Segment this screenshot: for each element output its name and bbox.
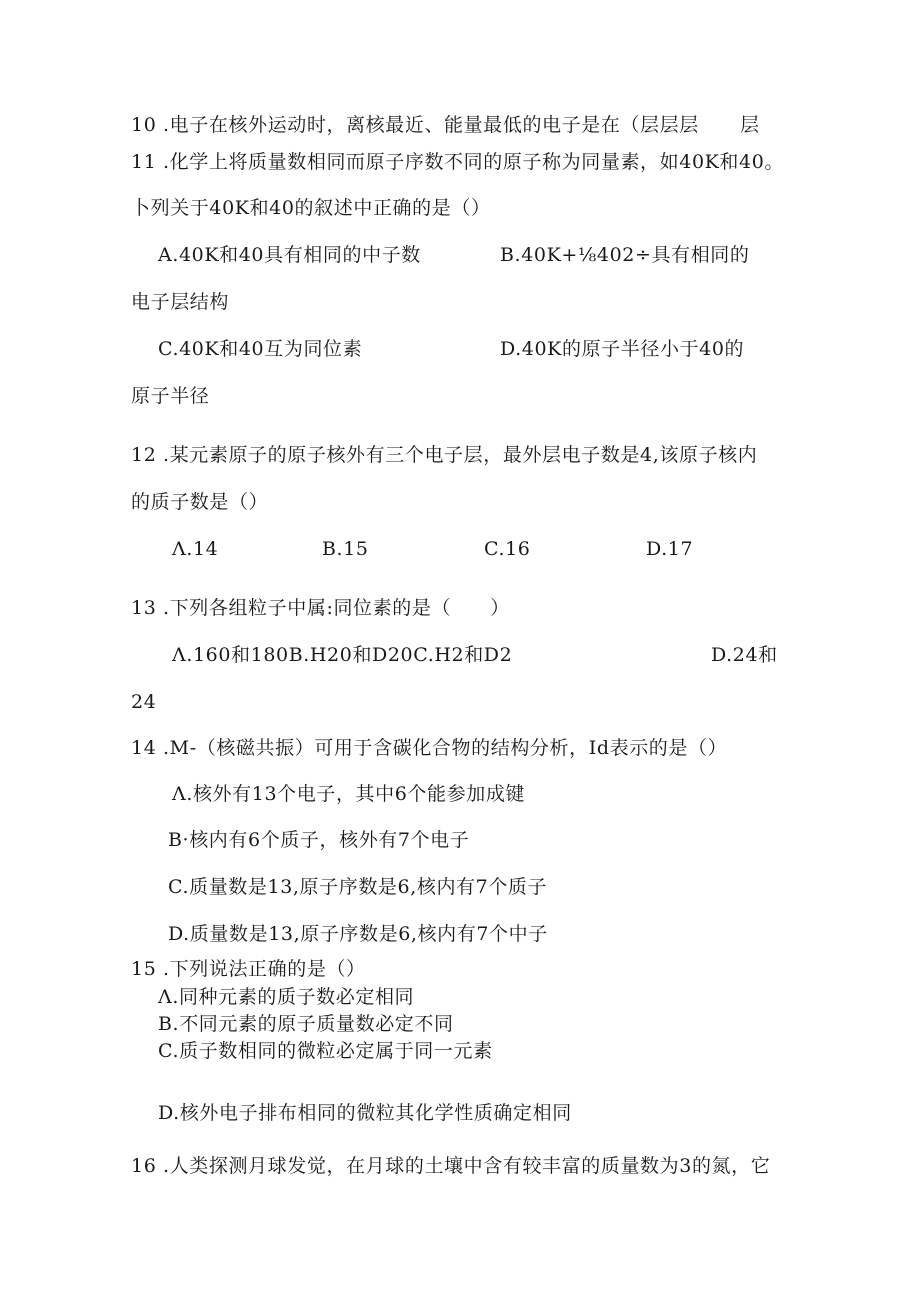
question-12-option-a: Λ.14 (172, 538, 219, 560)
question-16-stem: 16 .人类探测月球发觉，在月球的土壤中含有较丰富的质量数为3的氮，它 (131, 1155, 771, 1177)
question-13-options-abc: Λ.160和180B.H20和D20C.H2和D2 (172, 644, 513, 666)
question-14-option-b: B·核内有6个质子，核外有7个电子 (168, 829, 470, 851)
question-15-option-b: B.不同元素的原子质量数必定不同 (158, 1013, 454, 1035)
question-14-option-c: C.质量数是13,原子序数是6,核内有7个质子 (168, 876, 548, 898)
question-14-stem: 14 .M-（核磁共振）可用于含碳化合物的结构分析，Id表示的是（） (131, 737, 728, 759)
question-10-tail: 层 (740, 114, 760, 136)
question-11-option-d-continued: 原子半径 (131, 385, 210, 407)
question-11-option-b: B.40K+⅛402÷具有相同的 (500, 244, 750, 266)
question-11-option-b-continued: 电子层结构 (131, 291, 230, 313)
question-13-option-d-continued: 24 (131, 691, 157, 713)
question-12-option-d: D.17 (646, 538, 694, 560)
question-12-stem-line1: 12 .某元素原子的原子核外有三个电子层，最外层电子数是4,该原子核内 (131, 444, 758, 466)
question-15-option-c: C.质子数相同的微粒必定属于同一元素 (158, 1040, 493, 1062)
question-11-option-c: C.40K和40互为同位素 (158, 338, 363, 360)
question-11-stem-line2: 卜列关于40K和40的叙述中正确的是（） (131, 197, 491, 219)
question-11-option-a: A.40K和40具有相同的中子数 (158, 244, 421, 266)
question-14-option-d: D.质量数是13,原子序数是6,核内有7个中子 (168, 923, 548, 945)
question-11-option-d: D.40K的原子半径小于40的 (500, 338, 745, 360)
question-12-option-b: B.15 (322, 538, 369, 560)
question-15-option-d: D.核外电子排布相同的微粒其化学性质确定相同 (158, 1102, 572, 1124)
question-11-stem-line1: 11 .化学上将质量数相同而原子序数不同的原子称为同量素，如40K和40。 (131, 151, 785, 173)
question-15-stem: 15 .下列说法正确的是（） (131, 958, 366, 980)
question-13-stem: 13 .下列各组粒子中属:同位素的是（ ） (131, 597, 510, 619)
question-14-option-a: Λ.核外有13个电子，其中6个能参加成键 (172, 783, 526, 805)
question-12-stem-line2: 的质子数是（） (131, 491, 269, 513)
question-10-text: 10 .电子在核外运动时，离核最近、能量最低的电子是在（层层层 (131, 114, 699, 136)
question-15-option-a: Λ.同种元素的质子数必定相同 (158, 986, 415, 1008)
question-13-option-d: D.24和 (711, 644, 778, 666)
question-12-option-c: C.16 (484, 538, 531, 560)
